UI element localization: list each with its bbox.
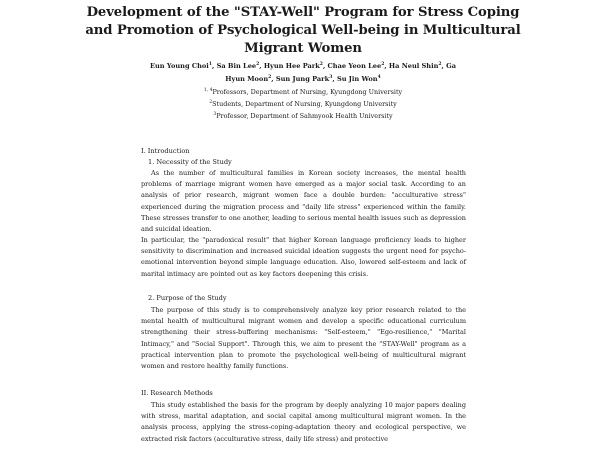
paragraph-purpose: The purpose of this study is to comprehensively analyze key prior research related to the mental health of multicultural migrant women and develop a specific educational curriculum strengthening their stress-buffering mechanisms: "Self-esteem," "Ego-resilience," "Marital Intimacy," and "Social Support". Through this, we aim to present the "STAY-Well" program as a practical intervention plan to promote the psychological well-being of multicultural migrant women and restore healthy family functions. [141,306,466,371]
author-affil-marker: 3 [329,74,333,80]
author: Chae Yeon Lee [327,62,382,70]
affiliation-2 [0,99,606,110]
paragraph-necessity-2: In particular, the "paradoxical result" that higher Korean language proficiency leads to higher sensitivity to discrimination and increased suicidal ideation suggests the urgent need for psycho-emotional intervention beyond simple language education. Also, lowered self-esteem and lack of marital intimacy are pointed out as key factors deepening this crisis. [141,236,466,278]
paragraph-necessity-1: As the number of multicultural families in Korean society increases, the mental health problems of marriage migrant women have emerged as a major social task. According to an analysis of prior research, migrant women face a double burden: "acculturative stress" experienced during the migration process and "daily life stress" experienced within the family. These stresses transfer to one another, leading to serious mental health issues such as depression and suicidal ideation. [141,169,466,234]
subsection-heading-purpose: 2. Purpose of the Study [148,294,227,302]
author-affil-marker: 2 [381,61,385,67]
affil-text: Professor, Department of Sahmyook Health University [216,112,393,120]
author: Hyun Moon [225,75,269,83]
affiliation-1 [0,87,606,98]
author-affil-marker: 2 [268,74,272,80]
affiliation-3 [0,111,606,122]
author: Ga [446,62,457,70]
paper-title-line-2: and Promotion of Psychological Well-being in Multicultural [85,23,521,38]
author: Sun Jung Park [275,75,330,83]
author: Eun Young Choi [149,62,209,70]
author-affil-marker: 4 [377,74,381,80]
paragraph-methods: This study established the basis for the program by deeply analyzing 10 major papers dealing with stress, marital adaptation, and social capital among multicultural migrant women. In the analysis process, applying the stress-coping-adaptation theory and ecological perspective, we extracted risk factors (acculturative stress, daily life stress) and protective [141,401,466,443]
affil-text: Students, Department of Nursing, Kyungdong University [212,100,397,108]
section-heading-methods: II. Research Methods [141,389,213,397]
subsection-heading-necessity: 1. Necessity of the Study [148,158,232,166]
affil-marker: 1, 4 [203,87,213,93]
author: Su Jin Won [336,75,378,83]
author-affil-marker: 2 [256,61,260,67]
author-affil-marker: 1 [208,61,212,67]
authors-line-2: Hyun Moon$^2$, Sun Jung Park$^3$, Su Jin Won$^4$ [225,74,381,83]
author: Sa Bin Lee [216,62,257,70]
author: Hyun Hee Park [263,62,320,70]
affil-text: Professors, Department of Nursing, Kyungdong University [212,88,403,96]
affil-marker: 2 [209,99,213,105]
author-affil-marker: 2 [319,61,323,67]
authors-line-1: Eun Young Choi$^1$, Sa Bin Lee$^2$, Hyun Hee Park$^2$, Chae Yeon Lee$^2$, Ha Neul Shin$^2$, Ga [149,61,457,70]
paper-title-line-3: Migrant Women [244,41,362,56]
section-heading-introduction: I. Introduction [141,147,190,155]
author-affil-marker: 2 [438,61,442,67]
author: Ha Neul Shin [388,62,439,70]
paper-title-line-1: Development of the "STAY-Well" Program for Stress Coping [86,5,520,20]
affil-marker: 3 [213,111,217,117]
